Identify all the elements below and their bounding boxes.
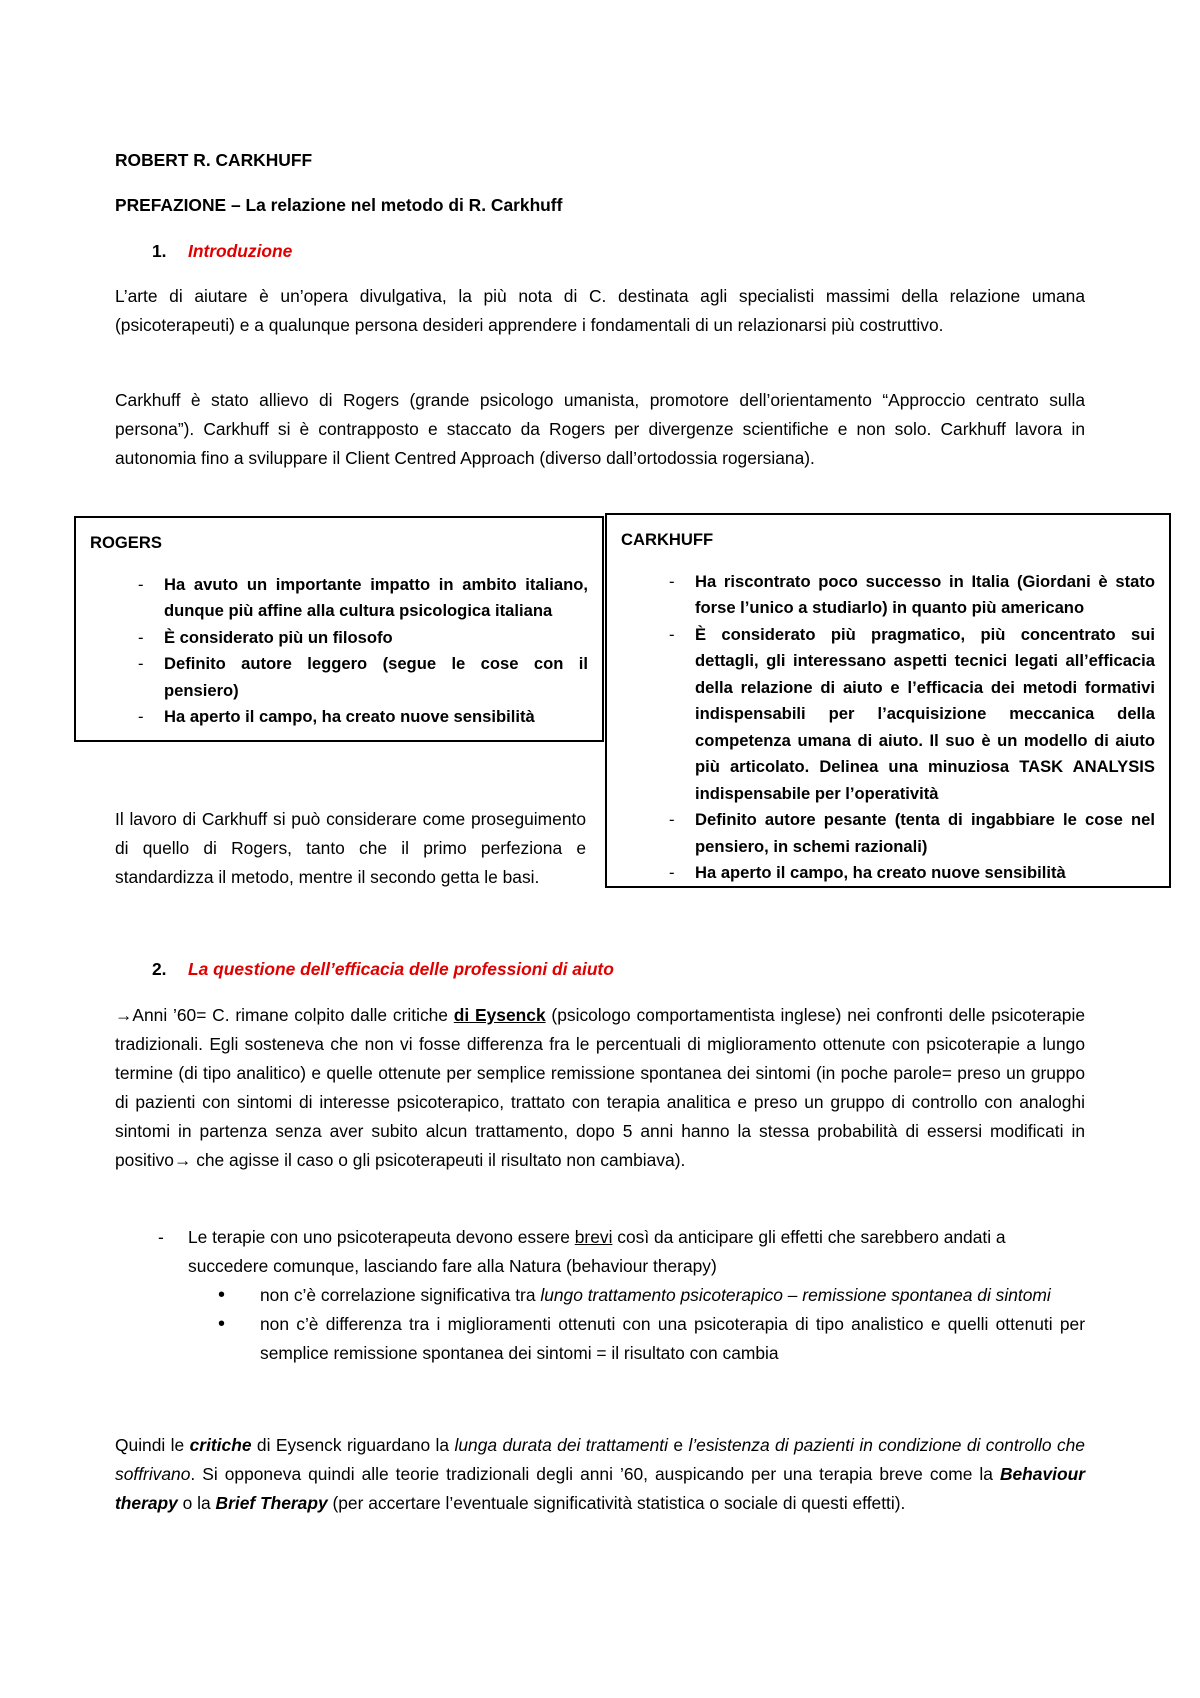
carkhuff-box bbox=[605, 513, 1171, 888]
arrow-icon: → bbox=[115, 1005, 133, 1025]
section-2-title: La questione dell’efficacia delle professioni di aiuto bbox=[188, 959, 614, 979]
carkhuff-list bbox=[621, 569, 1155, 887]
carkhuff-item: - Definito autore pesante (tenta di ingabbiare le cose nel pensiero, in schemi razionali) bbox=[621, 807, 1155, 860]
therapy-list bbox=[115, 1223, 1085, 1368]
section-2-heading bbox=[152, 955, 614, 984]
rogers-item: - Ha avuto un importante impatto in ambito italiano, dunque più affine alla cultura psicologica italiana bbox=[90, 572, 588, 625]
rogers-item: - Ha aperto il campo, ha creato nuove sensibilità bbox=[90, 704, 588, 731]
comparison-paragraph: Il lavoro di Carkhuff si può considerare come proseguimento di quello di Rogers, tanto che il primo perfeziona e standardizza il metodo, mentre il secondo getta le basi. bbox=[115, 809, 586, 887]
rogers-item: - Definito autore leggero (segue le cose con il pensiero) bbox=[90, 651, 588, 704]
eysenck-paragraph: →Anni ’60= C. rimane colpito dalle critiche di Eysenck (psicologo comportamentista inglese) nei confronti delle psicoterapie tradizionali. Egli sosteneva che non vi fosse differenza fra le percentuali di miglioramento ottenute con psicoterapie a lungo termine (di tipo analitico) e quelle ottenute per semplice remissione spontanea dei sintomi (in poche parole= preso un gruppo di pazienti con sintomi di interesse psicoterapico, trattato con terapia analitica e preso un gruppo di controllo con analoghi sintomi in partenza senza aver subito alcun trattamento, dopo 5 anni hanno la stessa probabilità di essersi modificati in positivo→ che agisse il caso o gli psicoterapeuti il risultato non cambiava). bbox=[115, 1005, 1086, 1170]
preface-title: PREFAZIONE – La relazione nel metodo di R. Carkhuff bbox=[115, 195, 563, 215]
carkhuff-box-title: CARKHUFF bbox=[621, 530, 714, 549]
doc-title: ROBERT R. CARKHUFF bbox=[115, 150, 313, 170]
section-1-heading bbox=[152, 237, 292, 266]
bullet-item: • non c’è differenza tra i miglioramenti ottenuti con una psicoterapia di tipo analistico e quelli ottenuti per semplice remissione spontanea dei sintomi = il risultato con cambia bbox=[188, 1310, 1085, 1368]
list-item: - Le terapie con uno psicoterapeuta devono essere brevi così da anticipare gli effetti che sarebbero andati a succedere comunque, lasciando fare alla Natura (behaviour therapy) • non c’è correlazione significativa tra lungo trattamento psicoterapico – remissione spontanea di sintomi • non c’è differenza tra i miglioramenti ottenuti con una psicoterapia di tipo analistico e quelli ottenuti per semplice remissione spontanea dei sintomi = il risultato con cambia bbox=[115, 1223, 1085, 1368]
carkhuff-item: - È considerato più pragmatico, più concentrato sui dettagli, gli interessano aspetti tecnici legati all’efficacia della relazione di aiuto e l’efficacia dei metodi formativi indispensabili per l’acquisizione meccanica della competenza umana di aiuto. Il suo è un modello di aiuto più articolato. Delinea una minuziosa TASK ANALYSIS indispensabile per l’operatività bbox=[621, 622, 1155, 808]
carkhuff-item: - Ha riscontrato poco successo in Italia (Giordani è stato forse l’unico a studiarlo) in quanto più americano bbox=[621, 569, 1155, 622]
conclusion-paragraph: Quindi le critiche di Eysenck riguardano la lunga durata dei trattamenti e l’esistenza di pazienti in condizione di controllo che soffrivano. Si opponeva quindi alle teorie tradizionali degli anni ’60, auspicando per una terapia breve come la Behaviour therapy o la Brief Therapy (per accertare l’eventuale significatività statistica o sociale di questi effetti). bbox=[115, 1435, 1085, 1513]
bullet-item: • non c’è correlazione significativa tra lungo trattamento psicoterapico – remissione spontanea di sintomi bbox=[188, 1281, 1085, 1310]
intro-paragraph-2: Carkhuff è stato allievo di Rogers (grande psicologo umanista, promotore dell’orientamento “Approccio centrato sulla persona”). Carkhuff si è contrapposto e staccato da Rogers per divergenze scientifiche e non solo. Carkhuff lavora in autonomia fino a sviluppare il Client Centred Approach (diverso dall’ortodossia rogersiana). bbox=[115, 390, 1085, 468]
intro-paragraph-1: L’arte di aiutare è un’opera divulgativa, la più nota di C. destinata agli specialisti massimi della relazione umana (psicoterapeuti) e a qualunque persona desideri apprendere i fondamentali di un relazionarsi più costruttivo. bbox=[115, 286, 1085, 335]
rogers-box-title: ROGERS bbox=[90, 533, 162, 552]
sub-bullet-list bbox=[188, 1281, 1085, 1368]
section-2-number: 2. bbox=[152, 959, 167, 979]
section-1-number: 1. bbox=[152, 241, 167, 261]
rogers-item: - È considerato più un filosofo bbox=[90, 625, 588, 652]
rogers-box bbox=[74, 516, 604, 742]
rogers-list bbox=[90, 572, 588, 731]
arrow-icon: → bbox=[173, 1150, 192, 1170]
carkhuff-item: - Ha aperto il campo, ha creato nuove sensibilità bbox=[621, 860, 1155, 887]
section-1-title: Introduzione bbox=[188, 241, 293, 261]
eysenck-link-text: di Eysenck bbox=[453, 1005, 546, 1025]
